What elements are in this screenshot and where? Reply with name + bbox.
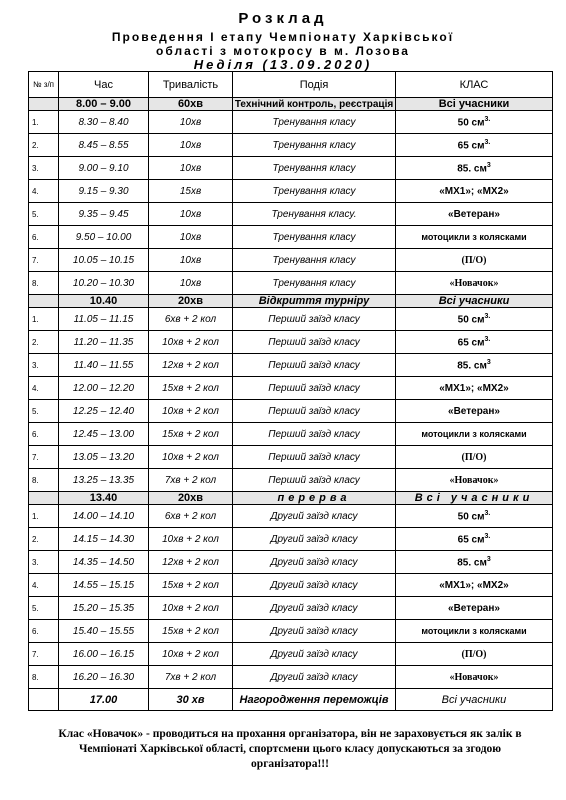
table-row (29, 134, 553, 157)
table-row (29, 643, 553, 666)
section-duration: 20хв (149, 295, 233, 308)
table-row (29, 331, 553, 354)
row-event: Перший заїзд класу (233, 377, 396, 400)
closing-row (29, 689, 553, 711)
row-num: 3. (29, 551, 59, 574)
row-class (396, 446, 553, 469)
row-class (396, 469, 553, 492)
section-num (29, 295, 59, 308)
row-time: 14.00 – 14.10 (59, 505, 149, 528)
row-duration: 15хв (149, 180, 233, 203)
class-superscript: 3. (484, 509, 491, 517)
section-header-row (29, 98, 553, 111)
class-label: 50 см (457, 314, 485, 326)
section-class: Всі учасники (396, 295, 553, 308)
row-duration: 10хв (149, 134, 233, 157)
class-label: мотоцикли з колясками (421, 626, 527, 636)
row-class (396, 226, 553, 249)
class-label: 65 см (457, 140, 485, 152)
class-label: мотоцикли з колясками (421, 429, 527, 439)
row-class (396, 249, 553, 272)
class-label: 65 см (457, 534, 485, 546)
row-num: 1. (29, 308, 59, 331)
row-event: Перший заїзд класу (233, 331, 396, 354)
row-duration: 15хв + 2 кол (149, 620, 233, 643)
class-label: «Ветеран» (448, 208, 500, 220)
section-header-row (29, 492, 553, 505)
row-event: Перший заїзд класу (233, 423, 396, 446)
row-time: 12.25 – 12.40 (59, 400, 149, 423)
row-duration: 10хв (149, 203, 233, 226)
header-class: КЛАС (396, 72, 553, 98)
class-superscript: 3. (484, 115, 491, 123)
row-class (396, 331, 553, 354)
row-time: 15.40 – 15.55 (59, 620, 149, 643)
table-row (29, 377, 553, 400)
class-superscript: 3. (484, 335, 491, 343)
class-label: (П/О) (461, 254, 487, 266)
row-num: 8. (29, 666, 59, 689)
row-num: 7. (29, 643, 59, 666)
section-time: 13.40 (59, 492, 149, 505)
class-label: «МХ1»; «МХ2» (439, 382, 509, 394)
class-superscript: 3 (486, 358, 491, 366)
section-time: 10.40 (59, 295, 149, 308)
row-class (396, 528, 553, 551)
class-label: мотоцикли з колясками (421, 232, 527, 242)
row-num: 6. (29, 423, 59, 446)
row-event: Перший заїзд класу (233, 308, 396, 331)
row-duration: 10хв (149, 111, 233, 134)
table-row (29, 203, 553, 226)
row-class (396, 377, 553, 400)
row-time: 13.05 – 13.20 (59, 446, 149, 469)
row-num: 3. (29, 157, 59, 180)
schedule-table (28, 71, 553, 711)
section-time: 8.00 – 9.00 (59, 98, 149, 111)
row-num: 4. (29, 574, 59, 597)
row-event: Перший заїзд класу (233, 446, 396, 469)
header-event: Подія (233, 72, 396, 98)
row-time: 9.00 – 9.10 (59, 157, 149, 180)
table-row (29, 620, 553, 643)
row-class (396, 574, 553, 597)
row-num: 5. (29, 400, 59, 423)
section-event: Технічний контроль, реєстрація (233, 98, 396, 111)
table-row (29, 528, 553, 551)
section-duration: 20хв (149, 492, 233, 505)
row-time: 10.05 – 10.15 (59, 249, 149, 272)
closing-time: 17.00 (59, 689, 149, 711)
row-event: Другий заїзд класу (233, 643, 396, 666)
closing-duration: 30 хв (149, 689, 233, 711)
row-duration: 6хв + 2 кол (149, 505, 233, 528)
table-row (29, 666, 553, 689)
row-event: Другий заїзд класу (233, 620, 396, 643)
class-label: «Новачок» (449, 474, 499, 486)
row-num: 2. (29, 331, 59, 354)
class-superscript: 3. (484, 138, 491, 146)
class-label: 85. см (457, 557, 487, 569)
row-event: Тренування класу (233, 111, 396, 134)
row-class (396, 505, 553, 528)
table-row (29, 574, 553, 597)
class-superscript: 3. (484, 312, 491, 320)
row-class (396, 157, 553, 180)
table-row (29, 180, 553, 203)
row-duration: 10хв + 2 кол (149, 597, 233, 620)
row-duration: 7хв + 2 кол (149, 666, 233, 689)
table-row (29, 505, 553, 528)
class-superscript: 3. (484, 532, 491, 540)
row-num: 4. (29, 377, 59, 400)
table-row (29, 111, 553, 134)
row-event: Тренування класу (233, 249, 396, 272)
row-num: 5. (29, 203, 59, 226)
table-row (29, 354, 553, 377)
row-time: 15.20 – 15.35 (59, 597, 149, 620)
row-num: 8. (29, 469, 59, 492)
row-class (396, 134, 553, 157)
table-row (29, 469, 553, 492)
row-event: Другий заїзд класу (233, 666, 396, 689)
event-date: Неділя (13.09.2020) (193, 57, 373, 72)
row-time: 8.30 – 8.40 (59, 111, 149, 134)
row-duration: 10хв + 2 кол (149, 643, 233, 666)
section-event: перерва (233, 492, 396, 505)
row-duration: 10хв + 2 кол (149, 331, 233, 354)
row-class (396, 620, 553, 643)
row-event: Другий заїзд класу (233, 551, 396, 574)
row-class (396, 203, 553, 226)
row-class (396, 354, 553, 377)
row-class (396, 423, 553, 446)
class-label: «МХ1»; «МХ2» (439, 579, 509, 591)
header-duration: Тривалість (149, 72, 233, 98)
section-class: Всі учасники (396, 492, 553, 505)
row-time: 12.45 – 13.00 (59, 423, 149, 446)
row-num: 2. (29, 134, 59, 157)
row-class (396, 643, 553, 666)
row-class (396, 551, 553, 574)
row-class (396, 597, 553, 620)
row-duration: 10хв (149, 157, 233, 180)
row-duration: 10хв (149, 249, 233, 272)
row-time: 11.20 – 11.35 (59, 331, 149, 354)
table-row (29, 272, 553, 295)
row-num: 2. (29, 528, 59, 551)
section-header-row (29, 295, 553, 308)
subtitle-line-2: області з мотокросу в м. Лозова (156, 44, 410, 58)
table-row (29, 400, 553, 423)
table-row (29, 551, 553, 574)
row-time: 13.25 – 13.35 (59, 469, 149, 492)
row-time: 14.15 – 14.30 (59, 528, 149, 551)
row-time: 8.45 – 8.55 (59, 134, 149, 157)
table-row (29, 249, 553, 272)
row-duration: 10хв + 2 кол (149, 528, 233, 551)
row-time: 9.15 – 9.30 (59, 180, 149, 203)
row-duration: 7хв + 2 кол (149, 469, 233, 492)
row-event: Перший заїзд класу (233, 469, 396, 492)
closing-event: Нагородження переможців (233, 689, 396, 711)
table-header-row (29, 72, 553, 98)
section-class: Всі учасники (396, 98, 553, 111)
class-label: 65 см (457, 337, 485, 349)
table-row (29, 597, 553, 620)
table-row (29, 308, 553, 331)
class-label: «Новачок» (449, 277, 499, 289)
section-num (29, 98, 59, 111)
row-time: 14.35 – 14.50 (59, 551, 149, 574)
row-num: 4. (29, 180, 59, 203)
row-num: 3. (29, 354, 59, 377)
row-duration: 6хв + 2 кол (149, 308, 233, 331)
row-time: 11.40 – 11.55 (59, 354, 149, 377)
table-row (29, 157, 553, 180)
row-time: 11.05 – 11.15 (59, 308, 149, 331)
table-row (29, 423, 553, 446)
row-class (396, 272, 553, 295)
row-time: 9.35 – 9.45 (59, 203, 149, 226)
row-duration: 10хв + 2 кол (149, 400, 233, 423)
row-num: 6. (29, 620, 59, 643)
row-event: Тренування класу. (233, 203, 396, 226)
subtitle-line-1: Проведення І етапу Чемпіонату Харківської (111, 30, 455, 44)
footer-note: Клас «Новачок» - проводиться на прохання організатора, він не зараховується як залік в Чемпіонаті Харківської області, спортсмени цього класу допускаються за згодою організатора!!! (58, 728, 522, 770)
row-event: Перший заїзд класу (233, 400, 396, 423)
class-label: (П/О) (461, 648, 487, 660)
row-class (396, 180, 553, 203)
row-event: Тренування класу (233, 157, 396, 180)
row-class (396, 666, 553, 689)
row-duration: 10хв (149, 226, 233, 249)
row-time: 9.50 – 10.00 (59, 226, 149, 249)
row-class (396, 308, 553, 331)
row-event: Тренування класу (233, 226, 396, 249)
row-num: 7. (29, 446, 59, 469)
row-duration: 15хв + 2 кол (149, 377, 233, 400)
row-duration: 15хв + 2 кол (149, 423, 233, 446)
row-num: 8. (29, 272, 59, 295)
row-duration: 12хв + 2 кол (149, 354, 233, 377)
section-num (29, 492, 59, 505)
class-label: 85. см (457, 163, 487, 175)
row-event: Тренування класу (233, 272, 396, 295)
closing-class: Всі учасники (396, 689, 553, 711)
class-label: «Ветеран» (448, 405, 500, 417)
row-duration: 15хв + 2 кол (149, 574, 233, 597)
row-time: 12.00 – 12.20 (59, 377, 149, 400)
row-class (396, 400, 553, 423)
row-class (396, 111, 553, 134)
row-event: Другий заїзд класу (233, 574, 396, 597)
row-num: 1. (29, 111, 59, 134)
schedule-body (29, 98, 553, 711)
class-label: 50 см (457, 511, 485, 523)
header-num: № з/п (29, 72, 59, 98)
section-duration: 60хв (149, 98, 233, 111)
row-event: Другий заїзд класу (233, 505, 396, 528)
class-label: «Ветеран» (448, 602, 500, 614)
row-time: 16.00 – 16.15 (59, 643, 149, 666)
class-label: «Новачок» (449, 671, 499, 683)
section-event: Відкриття турніру (233, 295, 396, 308)
header-time: Час (59, 72, 149, 98)
class-label: 50 см (457, 117, 485, 129)
row-num: 1. (29, 505, 59, 528)
row-num: 5. (29, 597, 59, 620)
row-event: Другий заїзд класу (233, 597, 396, 620)
table-row (29, 446, 553, 469)
row-duration: 12хв + 2 кол (149, 551, 233, 574)
row-duration: 10хв (149, 272, 233, 295)
table-row (29, 226, 553, 249)
class-label: «МХ1»; «МХ2» (439, 185, 509, 197)
class-superscript: 3 (486, 555, 491, 563)
class-superscript: 3 (486, 161, 491, 169)
class-label: 85. см (457, 360, 487, 372)
document-title: Розклад (238, 10, 328, 27)
row-num: 7. (29, 249, 59, 272)
row-event: Тренування класу (233, 134, 396, 157)
row-event: Перший заїзд класу (233, 354, 396, 377)
row-time: 14.55 – 15.15 (59, 574, 149, 597)
row-num: 6. (29, 226, 59, 249)
closing-num (29, 689, 59, 711)
row-time: 10.20 – 10.30 (59, 272, 149, 295)
row-event: Тренування класу (233, 180, 396, 203)
row-time: 16.20 – 16.30 (59, 666, 149, 689)
row-event: Другий заїзд класу (233, 528, 396, 551)
class-label: (П/О) (461, 451, 487, 463)
row-duration: 10хв + 2 кол (149, 446, 233, 469)
